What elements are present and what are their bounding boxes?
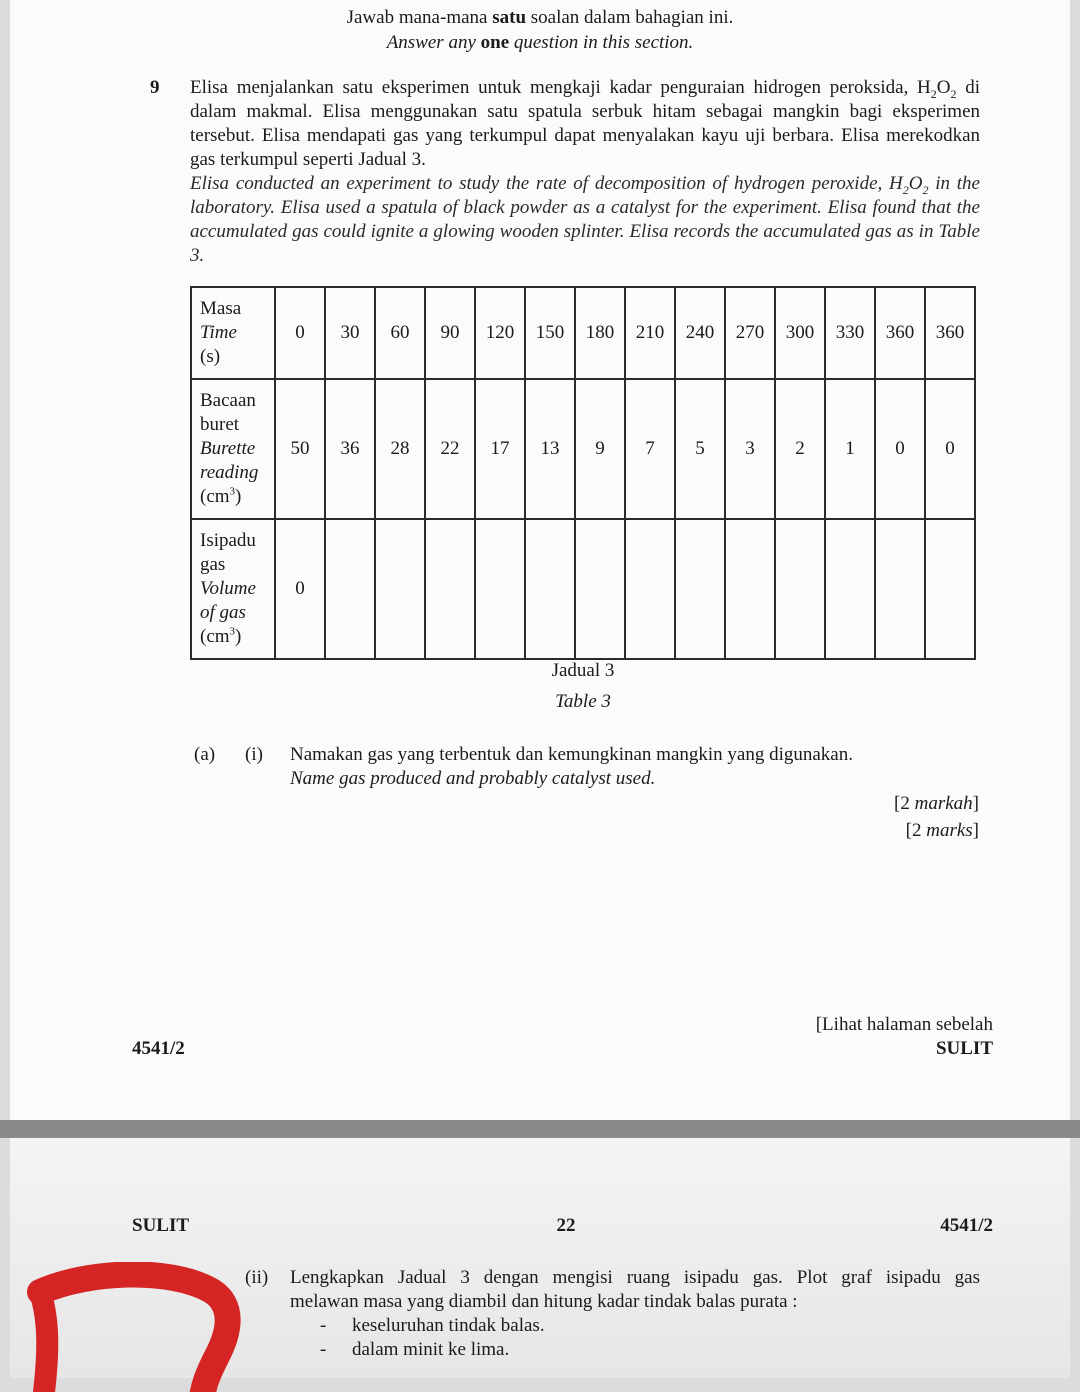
volume-cell[interactable]	[375, 519, 425, 659]
table-caption-malay: Jadual 3	[551, 660, 615, 681]
time-cell: 270	[725, 287, 775, 379]
part-a-ii-text-line1: Lengkapkan Jadual 3 dengan mengisi ruang isipadu gas. Plot graf isipadu gas	[290, 1267, 980, 1288]
time-cell: 90	[425, 287, 475, 379]
red-stroke	[40, 1274, 228, 1392]
burette-cell: 7	[625, 379, 675, 519]
part-a-i-label: (i)	[245, 744, 263, 765]
table-row-time	[191, 287, 975, 379]
page2-classification: SULIT	[132, 1215, 190, 1236]
marks-malay: [2 markah]	[894, 793, 979, 814]
part-a-label: (a)	[194, 744, 216, 765]
volume-cell[interactable]	[875, 519, 925, 659]
volume-cell[interactable]	[575, 519, 625, 659]
part-a-i-text-english: Name gas produced and probably catalyst used.	[290, 768, 656, 789]
time-cell: 330	[825, 287, 875, 379]
time-cell: 30	[325, 287, 375, 379]
question-text-english: Elisa conducted an experiment to study the rate of decomposition of hydrogen peroxide, $H_2O_2$ in the laboratory. Elisa used a spatula of black powder as a catalyst for the experiment. Elisa found that the accumulated gas could ignite a glowing wooden splinter. Elisa records the accumulated gas as in Table 3.	[190, 173, 980, 266]
instruction-english: Answer any one question in this section.	[386, 32, 694, 53]
time-cell: 360	[875, 287, 925, 379]
time-cell: 240	[675, 287, 725, 379]
burette-cell: 5	[675, 379, 725, 519]
burette-cell: 1	[825, 379, 875, 519]
question-number: 9	[150, 77, 160, 98]
table-row-volume	[191, 519, 975, 659]
burette-cell: 17	[475, 379, 525, 519]
burette-cell: 3	[725, 379, 775, 519]
volume-cell[interactable]	[725, 519, 775, 659]
burette-cell: 0	[875, 379, 925, 519]
burette-cell: 28	[375, 379, 425, 519]
burette-cell: 50	[275, 379, 325, 519]
bullet-marker: -	[320, 1339, 327, 1360]
time-cell: 0	[275, 287, 325, 379]
time-cell: 210	[625, 287, 675, 379]
time-cell: 60	[375, 287, 425, 379]
burette-cell: 9	[575, 379, 625, 519]
volume-cell[interactable]	[775, 519, 825, 659]
question-text-malay: Elisa menjalankan satu eksperimen untuk mengkaji kadar penguraian hidrogen peroksida, $H_2O_2$ di dalam makmal. Elisa menggunakan satu spatula serbuk hitam sebagai mangkin bagi eksperimen tersebut. Elisa mendapati gas yang terkumpul dapat menyalakan kayu uji berbara. Elisa merekodkan gas terkumpul seperti Jadual 3.	[190, 77, 981, 170]
red-annotation-arrow	[20, 1262, 250, 1392]
page-number: 22	[556, 1215, 576, 1236]
volume-cell[interactable]	[525, 519, 575, 659]
table-caption-english: Table 3	[555, 691, 611, 712]
bullet-item: dalam minit ke lima.	[352, 1339, 510, 1360]
bullet-item: keseluruhan tindak balas.	[352, 1315, 545, 1336]
paper-code: 4541/2	[132, 1038, 185, 1059]
table-3	[190, 286, 976, 660]
turn-over-note: [Lihat halaman sebelah	[815, 1014, 993, 1035]
classification-label: SULIT	[935, 1038, 993, 1059]
volume-cell[interactable]	[475, 519, 525, 659]
time-cell: 180	[575, 287, 625, 379]
instruction-malay: Jawab mana-mana satu soalan dalam bahagian ini.	[346, 7, 734, 28]
row-label-volume: Isipadu gas Volume of gas $(cm^3)$	[191, 519, 275, 659]
bullet-marker: -	[320, 1315, 327, 1336]
volume-cell[interactable]	[425, 519, 475, 659]
volume-cell[interactable]	[825, 519, 875, 659]
page2-paper-code: 4541/2	[940, 1215, 993, 1236]
volume-cell[interactable]	[675, 519, 725, 659]
volume-cell: 0	[275, 519, 325, 659]
burette-cell: 13	[525, 379, 575, 519]
volume-cell[interactable]	[925, 519, 975, 659]
burette-cell: 0	[925, 379, 975, 519]
time-cell: 120	[475, 287, 525, 379]
marks-english: [2 marks]	[905, 820, 979, 841]
row-label-time: Masa Time (s)	[191, 287, 275, 379]
row-label-burette: Bacaan buret Burette reading $(cm^3)$	[191, 379, 275, 519]
time-cell: 300	[775, 287, 825, 379]
part-a-ii-text-line2: melawan masa yang diambil dan hitung kadar tindak balas purata :	[290, 1291, 798, 1312]
red-stroke	[40, 1292, 47, 1392]
time-cell: 360	[925, 287, 975, 379]
part-a-ii-label: (ii)	[245, 1267, 269, 1288]
volume-cell[interactable]	[325, 519, 375, 659]
burette-cell: 36	[325, 379, 375, 519]
part-a-i-text-malay: Namakan gas yang terbentuk dan kemungkinan mangkin yang digunakan.	[290, 744, 853, 765]
table-row-burette	[191, 379, 975, 519]
burette-cell: 2	[775, 379, 825, 519]
burette-cell: 22	[425, 379, 475, 519]
time-cell: 150	[525, 287, 575, 379]
volume-cell[interactable]	[625, 519, 675, 659]
page-separator	[0, 1120, 1080, 1138]
